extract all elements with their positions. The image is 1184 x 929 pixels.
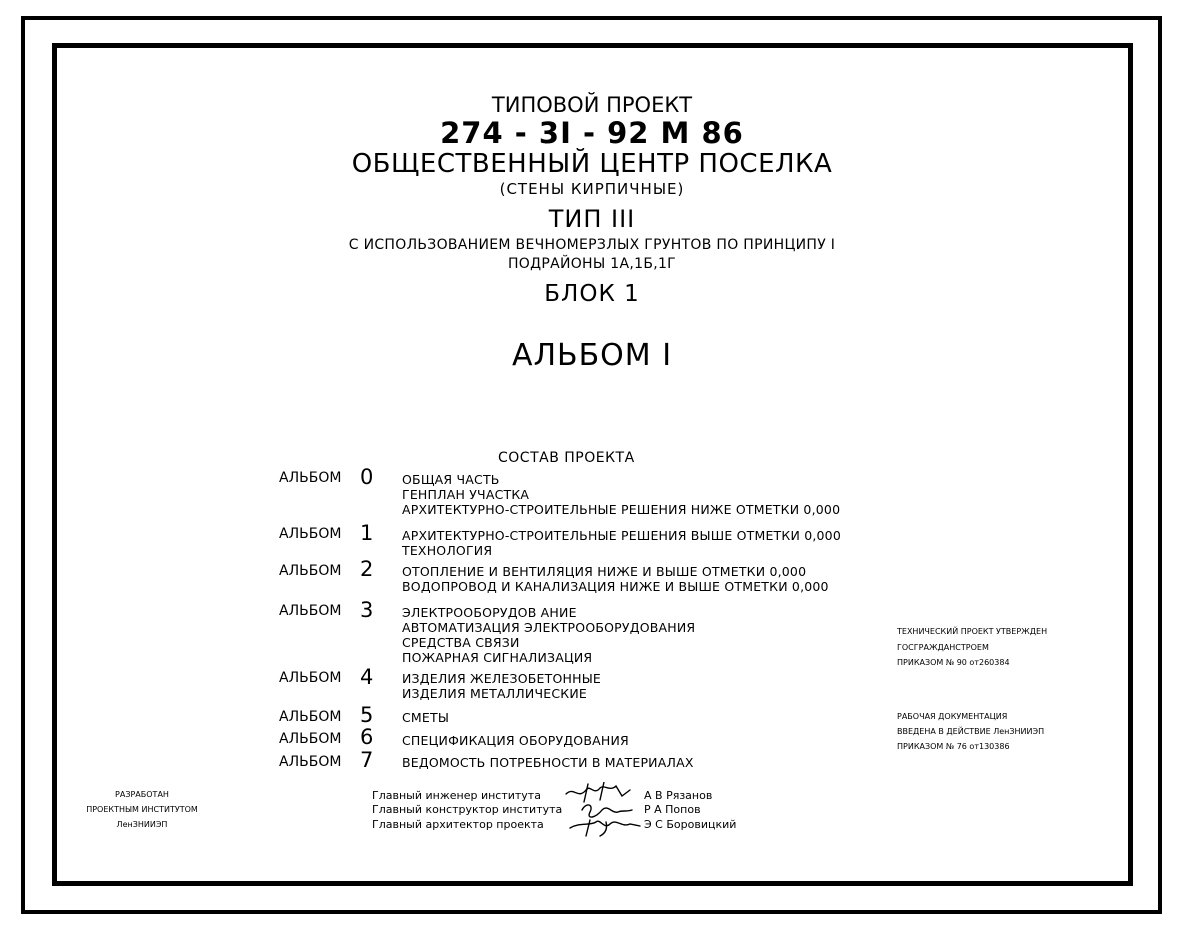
album-number: 7 — [360, 748, 374, 772]
album-item: ЭЛЕКТРООБОРУДОВ АНИЕ — [402, 605, 577, 620]
album-item: СПЕЦИФИКАЦИЯ ОБОРУДОВАНИЯ — [402, 733, 629, 748]
album-label: АЛЬБОМ — [279, 526, 342, 542]
project-title: ОБЩЕСТВЕННЫЙ ЦЕНТР ПОСЕЛКА — [351, 149, 833, 179]
album-number: 0 — [360, 465, 374, 489]
album-item: ОТОПЛЕНИЕ И ВЕНТИЛЯЦИЯ НИЖЕ И ВЫШЕ ОТМЕТКИ 0,000 — [402, 564, 807, 579]
album-item: АРХИТЕКТУРНО-СТРОИТЕЛЬНЫЕ РЕШЕНИЯ НИЖЕ ОТМЕТКИ 0,000 — [402, 502, 841, 517]
developer-line: ЛенЗНИИЭП — [116, 820, 168, 829]
album-number: АЛЬБОМ I — [511, 338, 673, 373]
signatory-name: А В Рязанов — [644, 789, 713, 802]
album-item: ВОДОПРОВОД И КАНАЛИЗАЦИЯ НИЖЕ И ВЫШЕ ОТМЕТКИ 0,000 — [402, 579, 829, 594]
doc-type: ТИПОВОЙ ПРОЕКТ — [491, 93, 693, 117]
signatory-title: Главный архитектор проекта — [372, 818, 544, 831]
album-item: ОБЩАЯ ЧАСТЬ — [402, 472, 500, 487]
handwritten-signatures — [560, 782, 650, 842]
album-item: АВТОМАТИЗАЦИЯ ЭЛЕКТРООБОРУДОВАНИЯ — [402, 620, 696, 635]
project-number: 274 - 3I - 92 М 86 — [440, 116, 744, 150]
album-item: ТЕХНОЛОГИЯ — [402, 543, 493, 558]
developer-line: РАЗРАБОТАН — [115, 790, 169, 799]
project-type: ТИП III — [548, 205, 636, 233]
album-item: ПОЖАРНАЯ СИГНАЛИЗАЦИЯ — [402, 650, 593, 665]
album-label: АЛЬБОМ — [279, 731, 342, 747]
album-item: СРЕДСТВА СВЯЗИ — [402, 635, 520, 650]
album-number: 2 — [360, 557, 374, 581]
album-number: 4 — [360, 665, 374, 689]
album-item: ИЗДЕЛИЯ МЕТАЛЛИЧЕСКИЕ — [402, 686, 587, 701]
album-number: 1 — [360, 521, 374, 545]
block-number: БЛОК 1 — [544, 281, 640, 307]
soil-principle: С ИСПОЛЬЗОВАНИЕМ ВЕЧНОМЕРЗЛЫХ ГРУНТОВ ПО ПРИНЦИПУ I — [348, 237, 836, 253]
album-item: ВЕДОМОСТЬ ПОТРЕБНОСТИ В МАТЕРИАЛАХ — [402, 755, 694, 770]
album-number: 6 — [360, 725, 374, 749]
album-item: СМЕТЫ — [402, 710, 450, 725]
signatory-title: Главный инженер института — [372, 789, 541, 802]
signatory-title: Главный конструктор института — [372, 803, 563, 816]
album-label: АЛЬБОМ — [279, 603, 342, 619]
album-number: 5 — [360, 703, 374, 727]
working-doc-line: РАБОЧАЯ ДОКУМЕНТАЦИЯ — [897, 712, 1008, 721]
album-item: АРХИТЕКТУРНО-СТРОИТЕЛЬНЫЕ РЕШЕНИЯ ВЫШЕ ОТМЕТКИ 0,000 — [402, 528, 841, 543]
developer-line: ПРОЕКТНЫМ ИНСТИТУТОМ — [86, 805, 198, 814]
album-label: АЛЬБОМ — [279, 563, 342, 579]
tech-approval-line: ГОСГРАЖДАНСТРОЕМ — [897, 643, 989, 652]
project-subtitle: (СТЕНЫ КИРПИЧНЫЕ) — [499, 180, 685, 198]
composition-title: СОСТАВ ПРОЕКТА — [498, 450, 635, 466]
album-number: 3 — [360, 598, 374, 622]
subregions: ПОДРАЙОНЫ 1А,1Б,1Г — [507, 256, 677, 272]
tech-approval-line: ТЕХНИЧЕСКИЙ ПРОЕКТ УТВЕРЖДЕН — [897, 627, 1048, 636]
tech-approval-line: ПРИКАЗОМ № 90 от260384 — [897, 658, 1010, 667]
album-label: АЛЬБОМ — [279, 670, 342, 686]
album-item: ИЗДЕЛИЯ ЖЕЛЕЗОБЕТОННЫЕ — [402, 671, 602, 686]
working-doc-line: ВВЕДЕНА В ДЕЙСТВИЕ ЛенЗНИИЭП — [897, 727, 1045, 736]
signatory-name: Э С Боровицкий — [644, 818, 737, 831]
album-label: АЛЬБОМ — [279, 709, 342, 725]
album-item: ГЕНПЛАН УЧАСТКА — [402, 487, 530, 502]
album-label: АЛЬБОМ — [279, 470, 342, 486]
signatory-name: Р А Попов — [644, 803, 701, 816]
album-label: АЛЬБОМ — [279, 754, 342, 770]
working-doc-line: ПРИКАЗОМ № 76 от130386 — [897, 742, 1010, 751]
